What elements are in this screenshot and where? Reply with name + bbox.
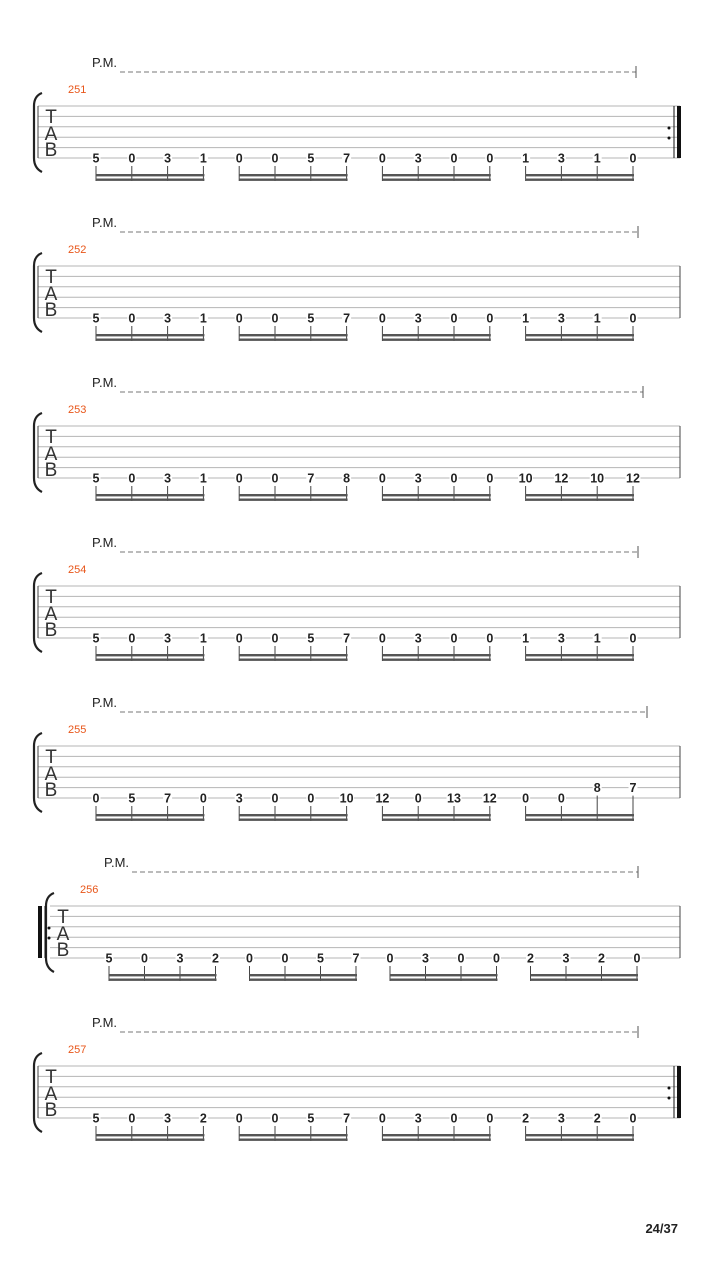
fret-number: 0 [128,471,136,486]
beam-primary [526,1134,634,1136]
fret-number: 1 [199,151,207,166]
fret-number: 0 [378,1111,386,1126]
fret-number: 3 [562,951,570,966]
repeat-end-thick-bar [677,106,681,158]
beam-secondary [96,659,204,661]
beam-secondary [239,499,347,501]
fret-number: 3 [235,791,243,806]
beam-secondary [96,819,204,821]
beam-primary [531,974,639,976]
fret-number: 0 [493,951,500,966]
tab-clef-letter: B [44,620,58,641]
fret-number: 3 [176,951,184,966]
tab-clef-letter: B [44,1100,58,1121]
beam-secondary [382,179,490,181]
fret-number: 3 [557,631,565,646]
fret-number: 5 [307,631,315,646]
fret-number: 0 [629,1111,637,1126]
beam-secondary [239,179,347,181]
fret-number: 3 [164,151,172,166]
fret-number: 7 [343,1111,351,1126]
beam-primary [526,334,634,336]
beam-secondary [526,179,634,181]
fret-number: 2 [598,951,605,966]
beam-primary [96,654,204,656]
measure-number: 255 [68,724,87,736]
repeat-start-thick-bar [38,906,42,958]
fret-number: 2 [522,1111,530,1126]
tab-clef-letter: A [44,604,58,625]
page-number: 24/37 [645,1221,678,1236]
tab-clef-letter: A [44,444,58,465]
fret-number: 2 [199,1111,207,1126]
fret-number: 3 [422,951,429,966]
fret-number: 8 [343,471,351,486]
fret-number: 1 [199,471,207,486]
fret-number: 0 [629,151,637,166]
fret-number: 3 [164,631,172,646]
beam-secondary [109,979,217,981]
fret-number: 0 [246,951,253,966]
fret-number: 10 [339,791,354,806]
palm-mute-label: P.M. [92,1015,118,1030]
fret-number: 5 [317,951,324,966]
fret-number: 5 [92,631,100,646]
fret-number: 0 [457,951,465,966]
measure-number: 257 [68,1044,87,1056]
fret-number: 0 [378,631,386,646]
fret-number: 10 [518,471,533,486]
fret-number: 0 [128,1111,136,1126]
fret-number: 1 [593,631,601,646]
palm-mute-label: P.M. [92,215,118,230]
repeat-dot [668,127,671,130]
fret-number: 0 [450,311,458,326]
fret-number: 0 [486,151,494,166]
fret-number: 0 [378,151,386,166]
fret-number: 5 [92,471,100,486]
fret-number: 7 [164,791,172,806]
fret-number: 7 [352,951,360,966]
fret-number: 0 [450,631,458,646]
beam-primary [239,174,347,176]
tab-system [34,215,680,341]
fret-number: 0 [486,311,494,326]
tab-system [34,535,680,661]
tab-clef-letter: T [45,747,57,768]
fret-number: 7 [343,151,351,166]
fret-number: 1 [522,631,530,646]
fret-number: 0 [128,151,136,166]
fret-number: 0 [378,471,386,486]
fret-number: 5 [92,311,100,326]
tab-clef-letter: A [44,1084,58,1105]
fret-number: 5 [307,311,315,326]
fret-number: 3 [414,1111,422,1126]
palm-mute-label: P.M. [92,375,118,390]
tab-system [34,695,680,821]
fret-number: 0 [128,311,136,326]
beam-primary [390,974,498,976]
fret-number: 3 [164,471,172,486]
fret-number: 0 [271,1111,279,1126]
beam-primary [239,334,347,336]
beam-primary [96,174,204,176]
fret-number: 7 [343,631,351,646]
fret-number: 0 [486,1111,494,1126]
palm-mute-label: P.M. [92,55,118,70]
tab-clef-letter: A [56,924,70,945]
fret-number: 0 [386,951,394,966]
beam-secondary [239,339,347,341]
fret-number: 5 [307,1111,315,1126]
fret-number: 0 [199,791,207,806]
beam-primary [526,494,634,496]
measure-number: 253 [68,404,87,416]
fret-number: 0 [557,791,565,806]
measure-number: 252 [68,244,87,256]
beam-primary [382,814,490,816]
repeat-end-thick-bar [677,1066,681,1118]
fret-number: 5 [105,951,113,966]
fret-number: 3 [164,311,172,326]
tab-clef-letter: T [45,427,57,448]
beam-secondary [531,979,639,981]
fret-number: 0 [414,791,422,806]
fret-number: 3 [557,1111,565,1126]
fret-number: 0 [235,311,243,326]
beam-secondary [390,979,498,981]
tab-clef-letter: T [45,107,57,128]
fret-number: 0 [450,471,458,486]
fret-number: 0 [92,791,100,806]
fret-number: 8 [593,781,601,796]
tab-clef-letter: A [44,284,58,305]
beam-secondary [526,499,634,501]
fret-number: 0 [235,151,243,166]
beam-primary [96,1134,204,1136]
fret-number: 0 [235,471,243,486]
beam-primary [382,1134,490,1136]
fret-number: 0 [281,951,289,966]
tab-clef-letter: B [44,780,58,801]
fret-number: 0 [522,791,530,806]
beam-primary [96,494,204,496]
tab-system [34,55,681,181]
beam-primary [96,814,204,816]
beam-secondary [526,1139,634,1141]
fret-number: 7 [307,471,315,486]
beam-secondary [382,659,490,661]
tab-system [34,1015,681,1141]
measure-number: 251 [68,84,87,96]
beam-secondary [526,819,634,821]
beam-primary [382,654,490,656]
repeat-dot [668,137,671,140]
tab-clef-letter: T [57,907,69,928]
fret-number: 5 [92,151,100,166]
fret-number: 12 [482,791,497,806]
fret-number: 1 [522,151,530,166]
fret-number: 0 [378,311,386,326]
repeat-dot [48,927,51,930]
tab-clef-letter: B [56,940,70,961]
fret-number: 0 [128,631,136,646]
beam-secondary [526,659,634,661]
fret-number: 1 [199,631,207,646]
beam-secondary [96,499,204,501]
tab-clef-letter: A [44,124,58,145]
fret-number: 7 [629,781,637,796]
fret-number: 12 [626,471,640,486]
beam-secondary [250,979,358,981]
beam-primary [239,654,347,656]
repeat-dot [668,1097,671,1100]
measure-number: 254 [68,564,87,576]
beam-secondary [382,1139,490,1141]
beam-secondary [96,339,204,341]
fret-number: 3 [414,151,422,166]
beam-primary [250,974,358,976]
fret-number: 0 [450,151,458,166]
tab-clef-letter: T [45,267,57,288]
palm-mute-label: P.M. [104,855,130,870]
palm-mute-label: P.M. [92,535,118,550]
fret-number: 1 [593,151,601,166]
measure-number: 256 [80,884,99,896]
fret-number: 2 [593,1111,601,1126]
fret-number: 0 [271,151,279,166]
fret-number: 10 [590,471,605,486]
palm-mute-label: P.M. [92,695,118,710]
fret-number: 3 [414,471,422,486]
fret-number: 12 [375,791,390,806]
tab-clef-letter: T [45,587,57,608]
beam-primary [382,174,490,176]
beam-primary [526,814,634,816]
fret-number: 5 [307,151,315,166]
fret-number: 3 [414,311,422,326]
fret-number: 0 [629,631,637,646]
fret-number: 1 [199,311,207,326]
fret-number: 3 [414,631,422,646]
fret-number: 0 [235,1111,243,1126]
beam-secondary [526,339,634,341]
fret-number: 0 [307,791,315,806]
beam-primary [239,1134,347,1136]
system-bracket [46,893,54,972]
fret-number: 0 [271,631,279,646]
fret-number: 13 [447,791,461,806]
repeat-dot [48,937,51,940]
fret-number: 7 [343,311,351,326]
fret-number: 3 [557,151,565,166]
beam-secondary [382,819,490,821]
fret-number: 1 [522,311,530,326]
fret-number: 0 [271,471,279,486]
fret-number: 3 [557,311,565,326]
fret-number: 0 [141,951,148,966]
repeat-dot [668,1087,671,1090]
beam-secondary [96,179,204,181]
beam-primary [382,334,490,336]
fret-number: 3 [164,1111,172,1126]
fret-number: 0 [450,1111,458,1126]
beam-secondary [382,499,490,501]
fret-number: 0 [633,951,641,966]
tab-clef-letter: B [44,460,58,481]
tab-system [34,375,680,501]
fret-number: 2 [527,951,534,966]
fret-number: 1 [593,311,601,326]
fret-number: 12 [554,471,569,486]
beam-secondary [239,659,347,661]
fret-number: 0 [629,311,637,326]
beam-primary [109,974,217,976]
fret-number: 0 [235,631,243,646]
fret-number: 5 [128,791,136,806]
beam-secondary [239,1139,347,1141]
tab-clef-letter: B [44,300,58,321]
beam-secondary [382,339,490,341]
beam-primary [239,814,347,816]
beam-primary [239,494,347,496]
fret-number: 0 [486,471,494,486]
tab-system [38,855,680,981]
beam-secondary [239,819,347,821]
fret-number: 0 [271,791,279,806]
beam-primary [96,334,204,336]
beam-secondary [96,1139,204,1141]
fret-number: 5 [92,1111,100,1126]
fret-number: 0 [486,631,494,646]
tab-clef-letter: B [44,140,58,161]
fret-number: 2 [212,951,219,966]
tab-clef-letter: A [44,764,58,785]
beam-primary [526,654,634,656]
tab-clef-letter: T [45,1067,57,1088]
beam-primary [526,174,634,176]
beam-primary [382,494,490,496]
fret-number: 0 [271,311,279,326]
